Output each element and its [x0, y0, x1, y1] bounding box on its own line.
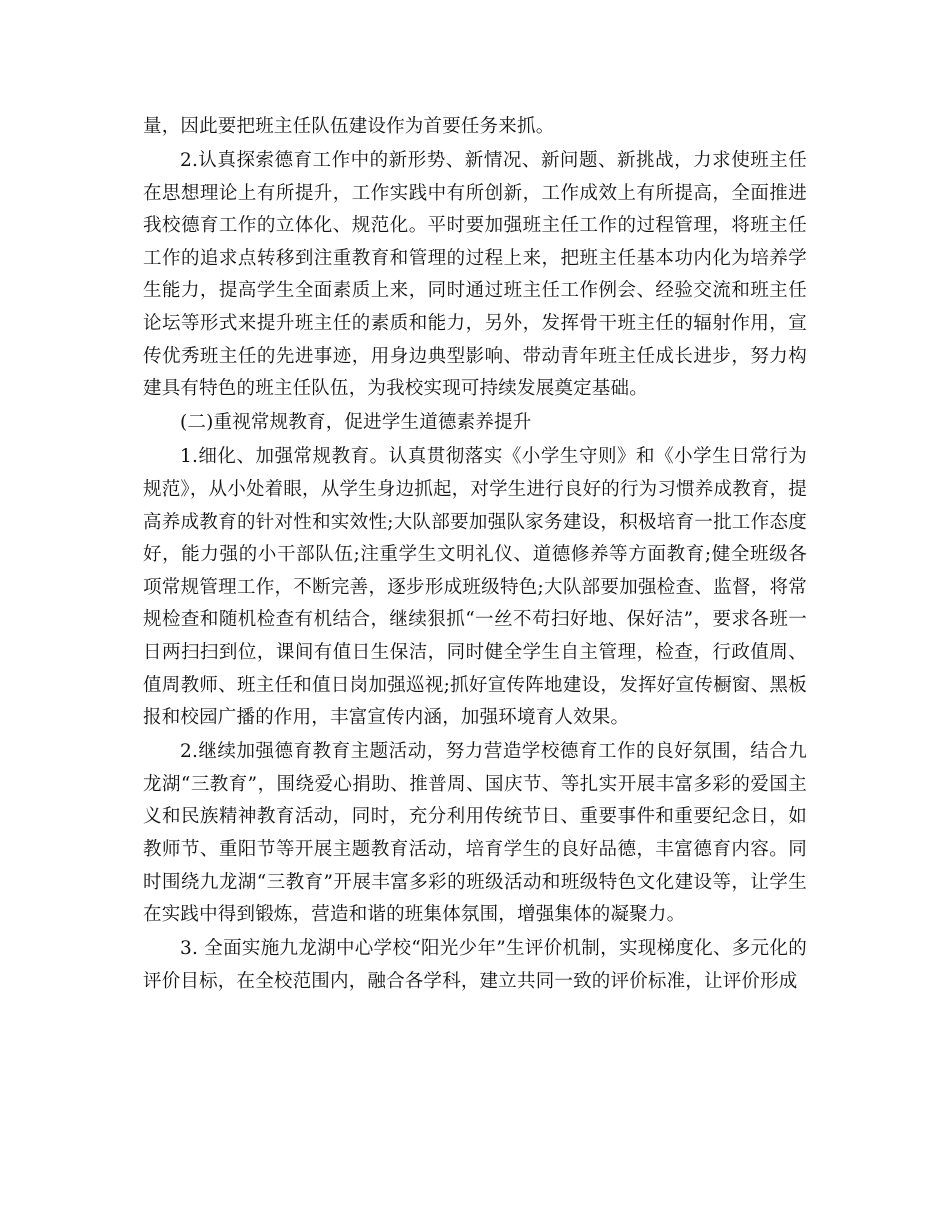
paragraph-item-2-themed-activities: 2.继续加强德育教育主题活动，努力营造学校德育工作的良好氛围，结合九龙湖“三教育”，围绕爱心捐助、推普周、国庆节、等扎实开展丰富多彩的爱国主义和民族精神教育活动，同时，充分利用传统节日、重要事件和重要纪念日，如教师节、重阳节等开展主题教育活动，培育学生的良好品德，丰富德育内容。同时围绕九龙湖“三教育”开展丰富多彩的班级活动和班级特色文化建设等，让学生在实践中得到锻炼，营造和谐的班集体氛围，增强集体的凝聚力。 [143, 741, 807, 926]
paragraph-item-2-class-teacher: 2.认真探索德育工作中的新形势、新情况、新问题、新挑战，力求使班主任在思想理论上有所提升，工作实践中有所创新，工作成效上有所提高，全面推进我校德育工作的立体化、规范化。平时要加强班主任工作的过程管理，将班主任工作的追求点转移到注重教育和管理的过程上来，把班主任基本功内化为培养学生能力，提高学生全面素质上来，同时通过班主任工作例会、经验交流和班主任论坛等形式来提升班主任的素质和能力，另外，发挥骨干班主任的辐射作用，宣传优秀班主任的先进事迹，用身边典型影响、带动青年班主任成长进步，努力构建具有特色的班主任队伍，为我校实现可持续发展奠定基础。 [143, 150, 807, 400]
section-heading-routine-education: (二)重视常规教育，促进学生道德素养提升 [180, 412, 532, 434]
document-body [143, 111, 807, 1000]
paragraph-continuation: 量，因此要把班主任队伍建设作为首要任务来抓。 [143, 116, 555, 137]
paragraph-item-3-evaluation: 3. 全面实施九龙湖中心学校“阳光少年”生评价机制，实现梯度化、多元化的评价目标，在全校范围内，融合各学科，建立共同一致的评价标准，让评价形成 [143, 938, 807, 992]
paragraph-item-1-routine: 1.细化、加强常规教育。认真贯彻落实《小学生守则》和《小学生日常行为规范》，从小处着眼，从学生身边抓起，对学生进行良好的行为习惯养成教育，提高养成教育的针对性和实效性;大队部要加强队家务建设，积极培育一批工作态度好，能力强的小干部队伍;注重学生文明礼仪、道德修养等方面教育;健全班级各项常规管理工作，不断完善，逐步形成班级特色;大队部要加强检查、监督，将常规检查和随机检查有机结合，继续狠抓“一丝不苟扫好地、保好洁”，要求各班一日两扫扫到位，课间有值日生保洁，同时健全学生自主管理，检查，行政值周、值周教师、班主任和值日岗加强巡视;抓好宣传阵地建设，发挥好宣传橱窗、黑板报和校园广播的作用，丰富宣传内涵，加强环境育人效果。 [143, 446, 807, 729]
